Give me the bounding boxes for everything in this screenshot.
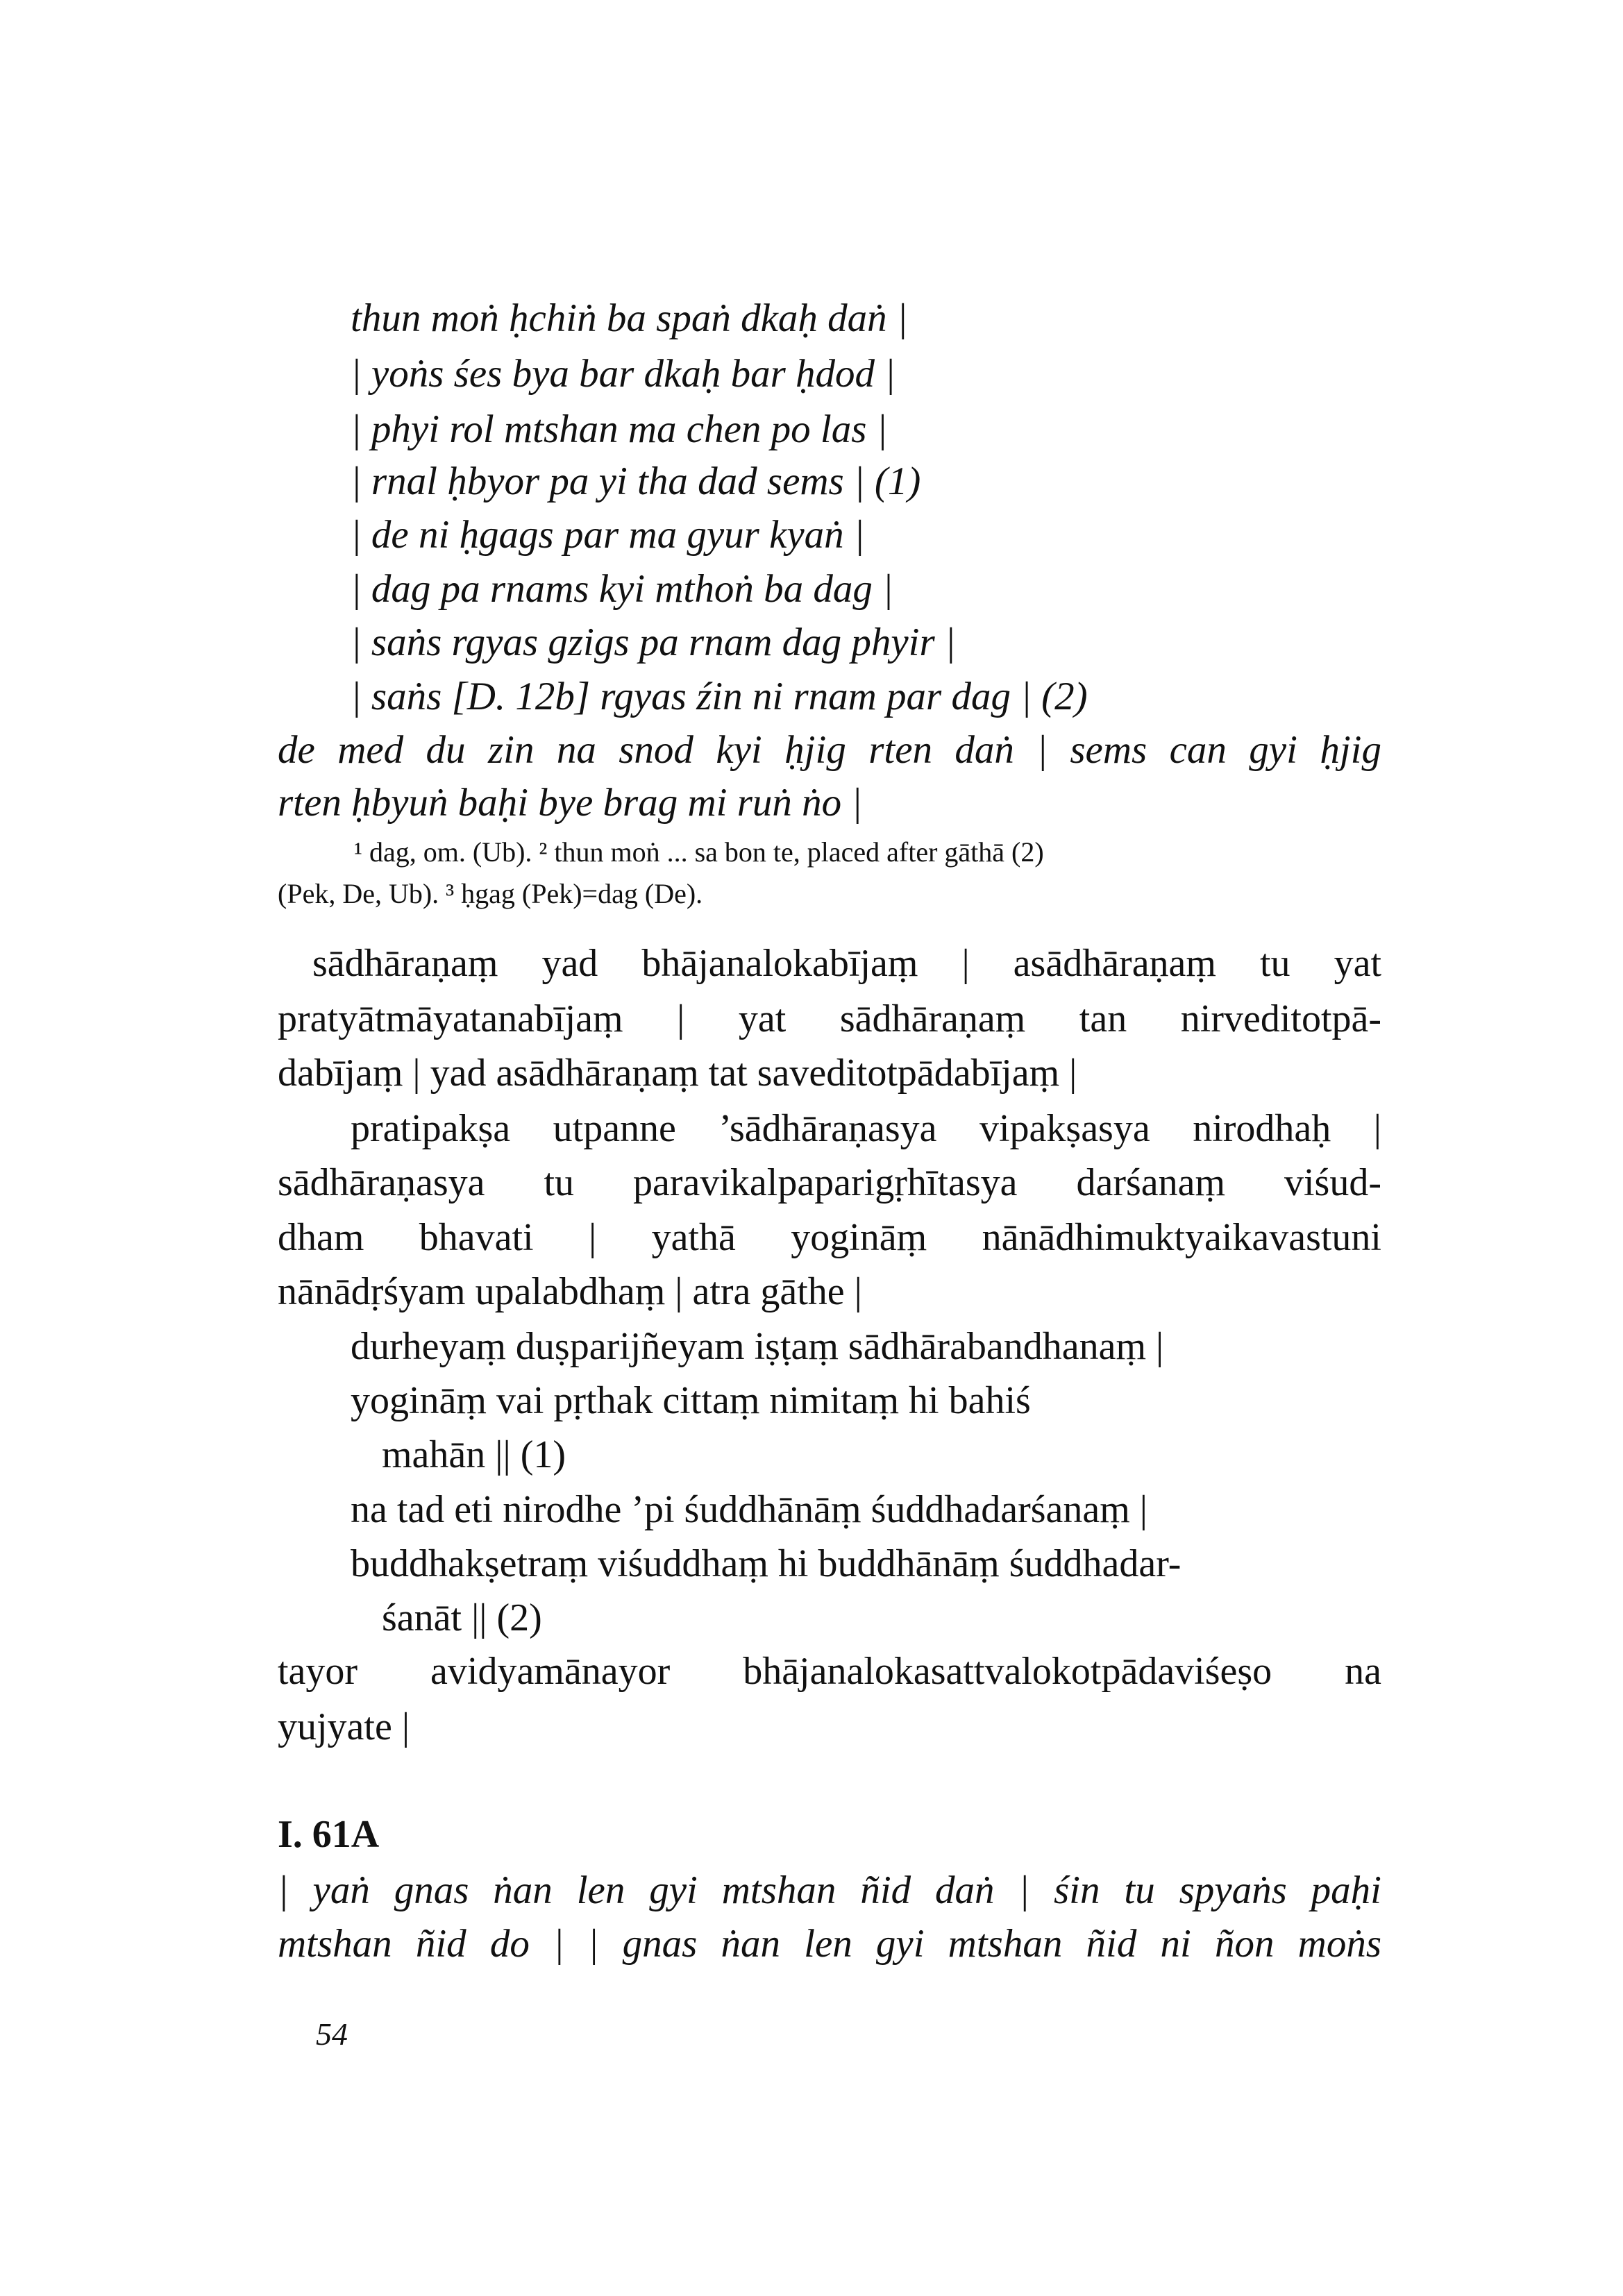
- sanskrit-verse-line: buddhakṣetraṃ viśuddhaṃ hi buddhānāṃ śuddhadar-: [351, 1542, 1181, 1585]
- sanskrit-verse-line: śanāt || (2): [382, 1596, 542, 1639]
- footnote-line: ¹ dag, om. (Ub). ² thun moṅ ... sa bon te, placed after gāthā (2): [354, 836, 1044, 868]
- sanskrit-prose-line: sādhāraṇasya tu paravikalpaparigṛhītasya darśanaṃ viśud-: [278, 1161, 1381, 1204]
- footnote-line: (Pek, De, Ub). ³ ḥgag (Pek)=dag (De).: [278, 878, 703, 909]
- sanskrit-prose-line: sādhāraṇaṃ yad bhājanalokabījaṃ | asādhāraṇaṃ tu yat: [312, 942, 1381, 985]
- tibetan-prose-line: mtshan ñid do | | gnas ṅan len gyi mtshan ñid ni ñon moṅs: [278, 1922, 1381, 1966]
- sanskrit-verse-line: mahān || (1): [382, 1433, 566, 1476]
- section-heading: I. 61A: [278, 1813, 380, 1856]
- tibetan-verse-line: | phyi rol mtshan ma chen po las |: [351, 407, 888, 451]
- sanskrit-prose-line: nānādṛśyam upalabdhaṃ | atra gāthe |: [278, 1270, 862, 1313]
- tibetan-prose-line: de med du zin na snod kyi ḥjig rten daṅ | sems can gyi ḥjig: [278, 728, 1381, 772]
- sanskrit-prose-line: dabījaṃ | yad asādhāraṇaṃ tat saveditotpādabījaṃ |: [278, 1052, 1077, 1095]
- tibetan-verse-line: | de ni ḥgags par ma gyur kyaṅ |: [351, 513, 865, 557]
- page-number: 54: [316, 2016, 348, 2052]
- tibetan-verse-line: | saṅs [D. 12b] rgyas źin ni rnam par dag | (2): [351, 675, 1088, 718]
- sanskrit-verse-line: durheyaṃ duṣparijñeyam iṣṭaṃ sādhārabandhanaṃ |: [351, 1325, 1164, 1368]
- sanskrit-prose-line: yujyate |: [278, 1705, 410, 1748]
- sanskrit-prose-line: pratyātmāyatanabījaṃ | yat sādhāraṇaṃ tan nirveditotpā-: [278, 997, 1381, 1040]
- tibetan-verse-line: | yoṅs śes bya bar dkaḥ bar ḥdod |: [351, 352, 895, 396]
- sanskrit-verse-line: na tad eti nirodhe ’pi śuddhānāṃ śuddhadarśanaṃ |: [351, 1488, 1147, 1531]
- tibetan-prose-line: rten ḥbyuṅ baḥi bye brag mi ruṅ ṅo |: [278, 781, 863, 825]
- tibetan-verse-line: | saṅs rgyas gzigs pa rnam dag phyir |: [351, 621, 956, 664]
- tibetan-prose-line: | yaṅ gnas ṅan len gyi mtshan ñid daṅ | śin tu spyaṅs paḥi: [278, 1868, 1381, 1912]
- sanskrit-verse-line: yogināṃ vai pṛthak cittaṃ nimitaṃ hi bahiś: [351, 1379, 1031, 1422]
- tibetan-verse-line: | dag pa rnams kyi mthoṅ ba dag |: [351, 567, 893, 611]
- tibetan-verse-line: | rnal ḥbyor pa yi tha dad sems | (1): [351, 459, 921, 503]
- tibetan-verse-line: thun moṅ ḥchiṅ ba spaṅ dkaḥ daṅ |: [351, 296, 908, 340]
- sanskrit-prose-line: tayor avidyamānayor bhājanalokasattvalokotpādaviśeṣo na: [278, 1650, 1381, 1693]
- sanskrit-prose-line: pratipakṣa utpanne ’sādhāraṇasya vipakṣasya nirodhaḥ |: [351, 1107, 1381, 1150]
- sanskrit-prose-line: dham bhavati | yathā yogināṃ nānādhimuktyaikavastuni: [278, 1216, 1381, 1259]
